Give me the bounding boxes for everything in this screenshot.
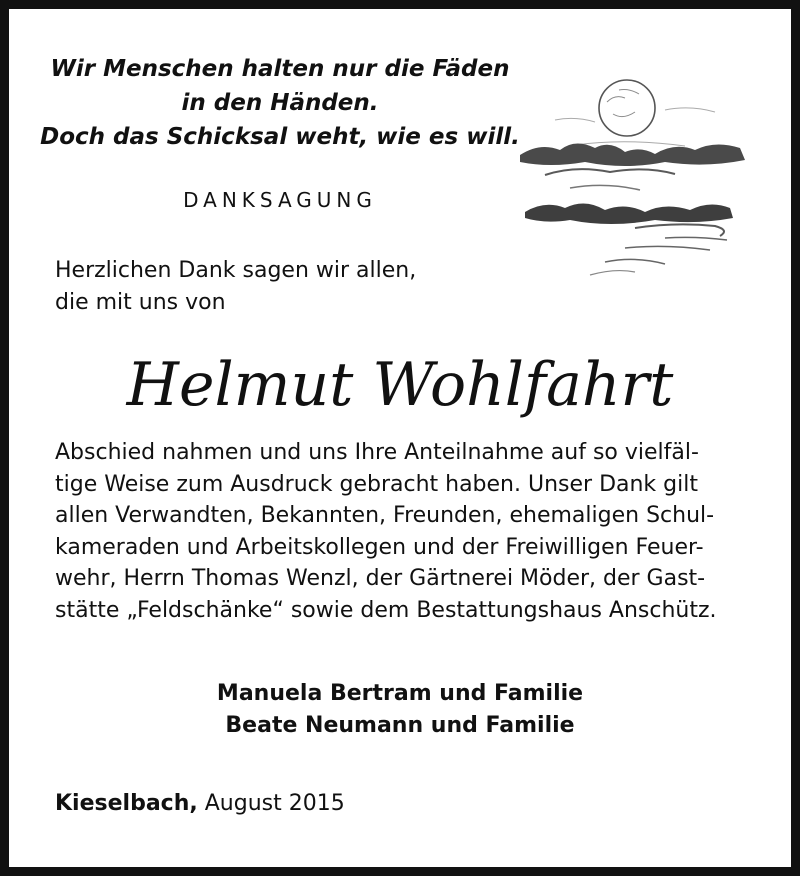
quote-line: Wir Menschen halten nur die Fäden (50, 56, 510, 82)
signature-block (0, 678, 800, 742)
place-date-value: August 2015 (204, 791, 345, 816)
quote-block (40, 52, 520, 154)
body-line: kameraden und Arbeitskollegen und der Freiwilligen Feuer- (55, 534, 704, 560)
quote-line: in den Händen. (181, 90, 379, 116)
intro-text (55, 255, 416, 319)
body-line: Abschied nahmen und uns Ihre Anteilnahme auf so vielfäl- (55, 440, 699, 465)
body-line: tige Weise zum Ausdruck gebracht haben. Unser Dank gilt (55, 471, 698, 497)
deceased-name: Helmut Wohlfahrt (126, 350, 674, 420)
heading-danksagung: DANKSAGUNG (183, 188, 377, 212)
quote-line: Doch das Schicksal weht, wie es will. (40, 124, 520, 150)
body-text (55, 437, 745, 626)
place-date (55, 788, 345, 820)
intro-line: die mit uns von (55, 290, 226, 315)
body-line: wehr, Herrn Thomas Wenzl, der Gärtnerei Möder, der Gast- (55, 566, 706, 591)
signature-line: Manuela Bertram und Familie (216, 681, 584, 706)
intro-line: Herzlichen Dank sagen wir allen, (55, 258, 417, 283)
moon-over-landscape-drawing-icon (515, 50, 765, 285)
body-line: stätte „Feldschänke“ sowie dem Bestattungshaus Anschütz. (55, 597, 717, 623)
body-line: allen Verwandten, Bekannten, Freunden, ehemaligen Schul- (55, 503, 715, 528)
signature-line: Beate Neumann und Familie (225, 713, 575, 738)
place-city: Kieselbach, (55, 791, 198, 816)
